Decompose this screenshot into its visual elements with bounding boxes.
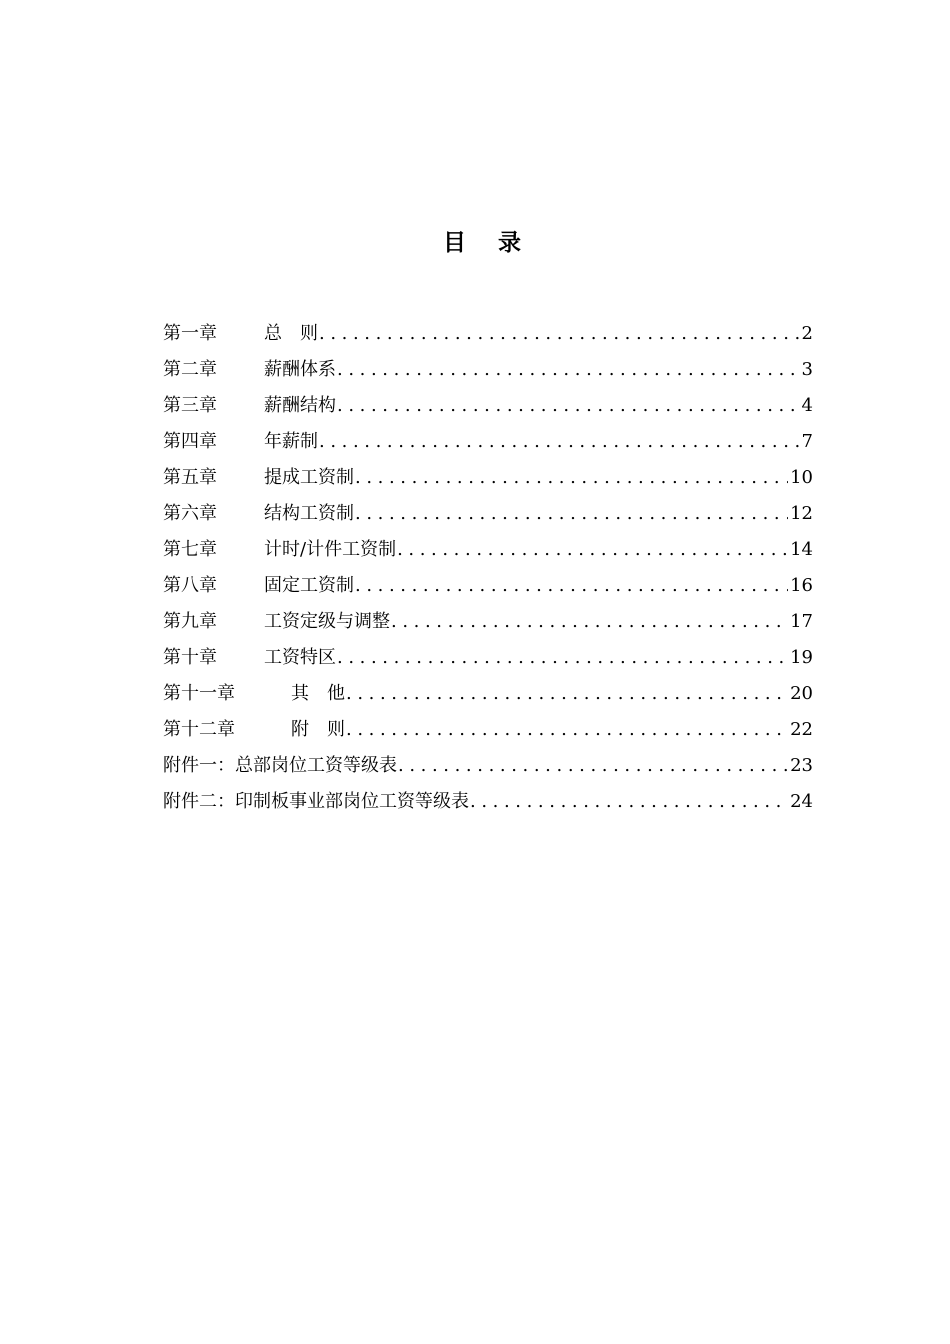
toc-dot-leader <box>390 604 788 640</box>
toc-dot-leader <box>354 568 788 604</box>
toc-entry-title: 年薪制 <box>264 431 318 452</box>
toc-page-number: 22 <box>790 719 813 740</box>
toc-dot-leader <box>336 640 788 676</box>
toc-dot-leader <box>354 460 788 496</box>
toc-entry-title: 薪酬结构 <box>264 395 336 416</box>
toc-entry[interactable] <box>163 352 813 388</box>
toc-entry[interactable] <box>163 496 813 532</box>
toc-dot-leader <box>336 388 800 424</box>
toc-chapter-number: 第五章 <box>163 467 217 488</box>
toc-entry[interactable] <box>163 568 813 604</box>
toc-dot-leader <box>354 496 788 532</box>
toc-page-number: 17 <box>790 611 813 632</box>
toc-entry-title: 总 则 <box>264 323 318 344</box>
toc-page-number: 12 <box>790 503 813 524</box>
toc-chapter-number: 第十章 <box>163 647 217 668</box>
toc-entry-title: 总部岗位工资等级表 <box>235 755 397 776</box>
toc-entry[interactable] <box>163 712 813 748</box>
toc-entry[interactable] <box>163 532 813 568</box>
toc-dot-leader <box>345 712 788 748</box>
toc-entry-title: 工资定级与调整 <box>264 611 390 632</box>
toc-chapter-number: 第三章 <box>163 395 217 416</box>
toc-chapter-number: 第六章 <box>163 503 217 524</box>
toc-page-number: 23 <box>790 755 813 776</box>
toc-page-number: 19 <box>790 647 813 668</box>
toc-chapter-number: 第一章 <box>163 323 217 344</box>
toc-entry-title: 印制板事业部岗位工资等级表 <box>235 791 469 812</box>
toc-chapter-number: 第七章 <box>163 539 217 560</box>
toc-entry[interactable] <box>163 640 813 676</box>
toc-chapter-number: 第八章 <box>163 575 217 596</box>
toc-entry-title: 附 则 <box>291 719 345 740</box>
toc-chapter-number: 第二章 <box>163 359 217 380</box>
toc-page-number: 3 <box>801 359 813 380</box>
toc-page-number: 7 <box>801 431 813 452</box>
toc-entry[interactable] <box>163 388 813 424</box>
toc-entry[interactable] <box>163 676 813 712</box>
toc-dot-leader <box>318 316 800 352</box>
toc-entry-title: 计时/计件工资制 <box>264 539 397 560</box>
toc-entry-title: 薪酬体系 <box>264 359 336 380</box>
toc-dot-leader <box>469 784 788 820</box>
toc-entry-title: 提成工资制 <box>264 467 354 488</box>
toc-dot-leader <box>318 424 800 460</box>
table-of-contents <box>163 316 813 820</box>
toc-chapter-number: 第九章 <box>163 611 217 632</box>
toc-page-number: 20 <box>790 683 813 704</box>
toc-entry-title: 工资特区 <box>264 647 336 668</box>
toc-dot-leader <box>336 352 800 388</box>
toc-entry[interactable] <box>163 460 813 496</box>
toc-page-number: 14 <box>790 539 813 560</box>
toc-page-number: 24 <box>790 791 813 812</box>
toc-chapter-number: 第十二章 <box>163 719 235 740</box>
toc-entry[interactable] <box>163 604 813 640</box>
toc-dot-leader <box>397 748 788 784</box>
toc-entry[interactable] <box>163 748 813 784</box>
toc-appendix-number: 附件二： <box>163 791 235 812</box>
toc-dot-leader <box>396 532 788 568</box>
toc-page-number: 10 <box>790 467 813 488</box>
toc-entry[interactable] <box>163 424 813 460</box>
toc-chapter-number: 第十一章 <box>163 683 235 704</box>
page-title: 目 录 <box>442 230 533 256</box>
toc-entry-title: 其 他 <box>291 683 345 704</box>
toc-entry-title: 结构工资制 <box>264 503 354 524</box>
toc-dot-leader <box>345 676 788 712</box>
toc-entry-title: 固定工资制 <box>264 575 354 596</box>
toc-page-number: 2 <box>801 323 813 344</box>
toc-chapter-number: 第四章 <box>163 431 217 452</box>
toc-page-number: 16 <box>790 575 813 596</box>
toc-appendix-number: 附件一： <box>163 755 235 776</box>
toc-page-number: 4 <box>801 395 813 416</box>
toc-entry[interactable] <box>163 316 813 352</box>
toc-entry[interactable] <box>163 784 813 820</box>
